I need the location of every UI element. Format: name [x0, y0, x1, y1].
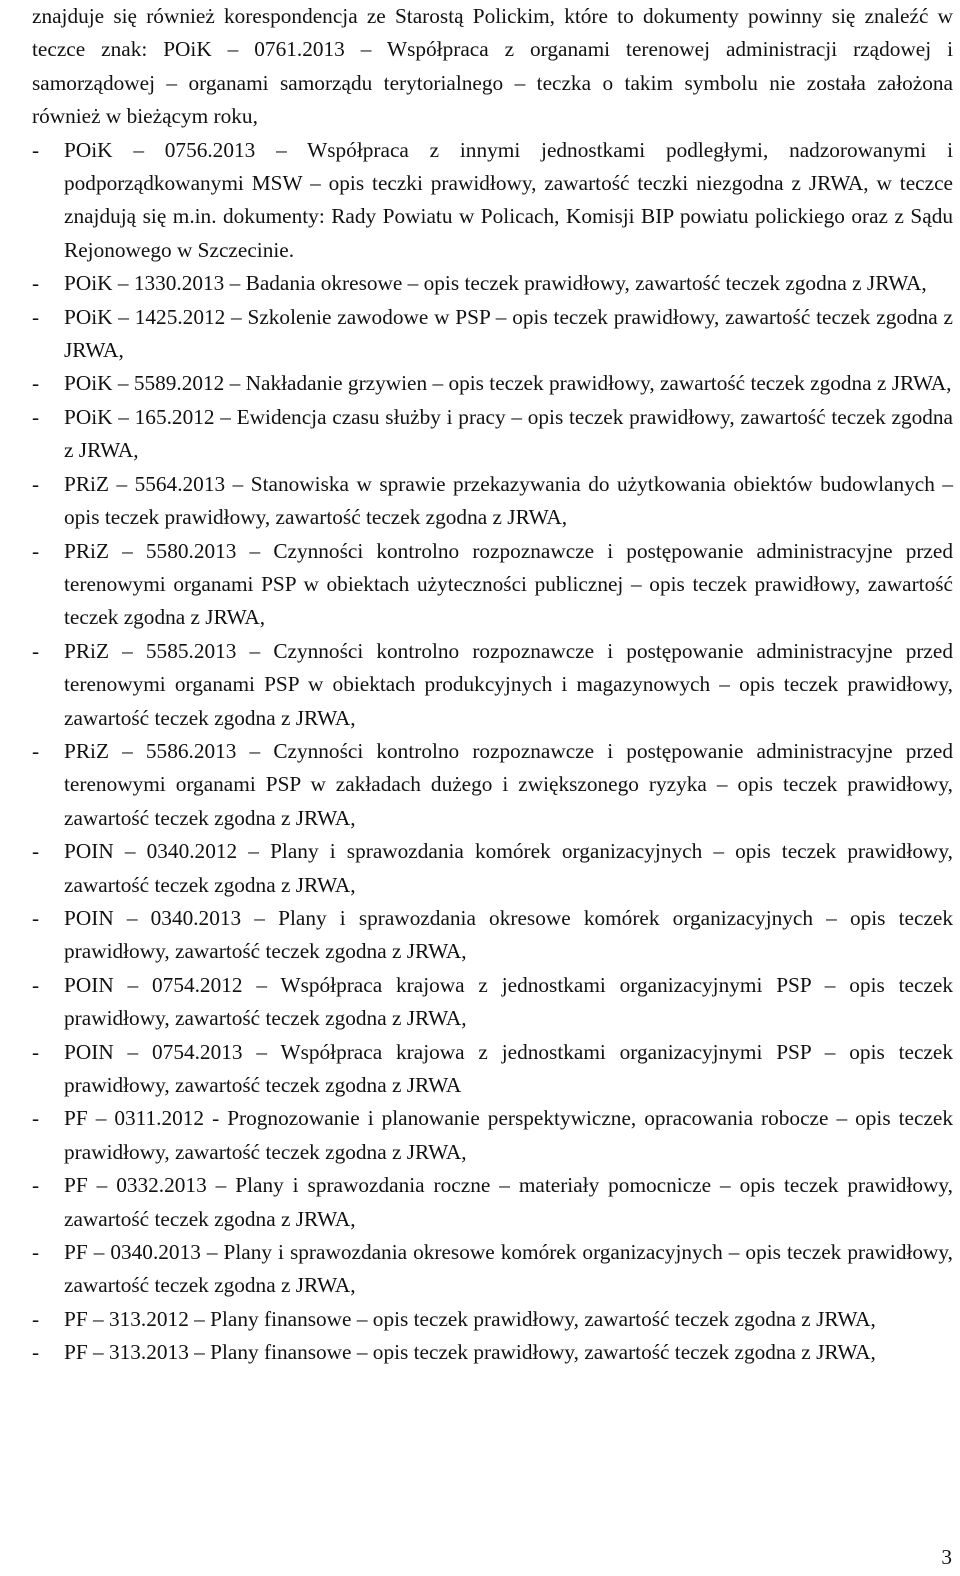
list-dash: - [32, 304, 40, 329]
file-list [32, 134, 953, 1370]
list-item-text: POIN – 0340.2012 – Plany i sprawozdania komórek organizacyjnych – opis teczek prawidłowy, zawartość teczek zgodna z JRWA, [64, 839, 953, 897]
list-dash: - [32, 1306, 40, 1331]
list-item [32, 301, 953, 368]
page-number: 3 [941, 1545, 952, 1569]
list-dash: - [32, 972, 40, 997]
list-item [32, 535, 953, 635]
list-dash: - [32, 905, 40, 930]
list-dash: - [32, 1340, 40, 1365]
list-dash: - [32, 1173, 40, 1198]
list-dash: - [32, 404, 40, 429]
list-dash: - [32, 371, 40, 396]
list-dash: - [32, 1240, 40, 1265]
list-dash: - [32, 1039, 40, 1064]
list-item [32, 902, 953, 969]
list-item-text: PRiZ – 5580.2013 – Czynności kontrolno rozpoznawcze i postępowanie administracyjne przed terenowymi organami PSP w obiektach użyteczności publicznej – opis teczek prawidłowy, zawartość teczek zgodna z JRWA, [64, 538, 953, 630]
list-dash: - [32, 738, 40, 763]
list-item [32, 1236, 953, 1303]
list-item-text: POiK – 1425.2012 – Szkolenie zawodowe w PSP – opis teczek prawidłowy, zawartość teczek zgodna z JRWA, [64, 304, 953, 363]
list-item-text: POiK – 0756.2013 – Współpraca z innymi jednostkami podległymi, nadzorowanymi i podporządkowanymi MSW – opis teczki prawidłowy, zawartość teczki niezgodna z JRWA, w teczce znajdują się m.in. dokumenty: Rady Powiatu w Policach, Komisji BIP powiatu polickiego oraz z Sądu Rejonowego w Szczecinie. [64, 137, 953, 262]
list-item-text: POIN – 0340.2013 – Plany i sprawozdania okresowe komórek organizacyjnych – opis teczek prawidłowy, zawartość teczek zgodna z JRWA, [64, 905, 953, 964]
list-item [32, 1303, 953, 1336]
list-item [32, 401, 953, 468]
list-dash: - [32, 137, 40, 162]
list-item-text: PRiZ – 5586.2013 – Czynności kontrolno rozpoznawcze i postępowanie administracyjne przed terenowymi organami PSP w zakładach dużego i zwiększonego ryzyka – opis teczek prawidłowy, zawartość teczek zgodna z JRWA, [64, 738, 953, 830]
list-item-text: POiK – 1330.2013 – Badania okresowe – opis teczek prawidłowy, zawartość teczek zgodna z JRWA, [64, 271, 927, 296]
list-item [32, 1169, 953, 1236]
list-item-text: POiK – 5589.2012 – Nakładanie grzywien – opis teczek prawidłowy, zawartość teczek zgodna z JRWA, [64, 371, 952, 396]
list-item-text: PF – 0311.2012 - Prognozowanie i planowanie perspektywiczne, opracowania robocze – opis teczek prawidłowy, zawartość teczek zgodna z JRWA, [64, 1106, 953, 1164]
list-item [32, 835, 953, 902]
intro-paragraph [32, 0, 953, 134]
list-item [32, 134, 953, 268]
list-item-text: PF – 313.2012 – Plany finansowe – opis teczek prawidłowy, zawartość teczek zgodna z JRWA, [64, 1306, 876, 1331]
list-item [32, 969, 953, 1036]
list-item-text: PF – 0332.2013 – Plany i sprawozdania roczne – materiały pomocnicze – opis teczek prawidłowy, zawartość teczek zgodna z JRWA, [64, 1173, 953, 1231]
list-dash: - [32, 1106, 40, 1131]
list-item [32, 468, 953, 535]
list-item-text: PRiZ – 5564.2013 – Stanowiska w sprawie przekazywania do użytkowania obiektów budowlanych – opis teczek prawidłowy, zawartość teczek zgodna z JRWA, [64, 471, 953, 530]
list-item [32, 367, 953, 400]
list-dash: - [32, 638, 40, 663]
list-item [32, 1036, 953, 1103]
list-item-text: PF – 313.2013 – Plany finansowe – opis teczek prawidłowy, zawartość teczek zgodna z JRWA, [64, 1340, 876, 1365]
intro-text: znajduje się również korespondencja ze Starostą Polickim, które to dokumenty powinny się znaleźć w teczce znak: POiK – 0761.2013 – Współpraca z organami terenowej administracji rządowej i samorządowej – organami samorządu terytorialnego – teczka o takim symbolu nie została założona również w bieżącym roku, [32, 4, 953, 129]
list-item [32, 1336, 953, 1369]
list-dash: - [32, 538, 40, 563]
list-item-text: POIN – 0754.2012 – Współpraca krajowa z jednostkami organizacyjnymi PSP – opis teczek prawidłowy, zawartość teczek zgodna z JRWA, [64, 972, 953, 1031]
list-dash: - [32, 471, 40, 496]
list-item-text: POIN – 0754.2013 – Współpraca krajowa z jednostkami organizacyjnymi PSP – opis teczek prawidłowy, zawartość teczek zgodna z JRWA [64, 1039, 953, 1097]
list-item [32, 635, 953, 735]
list-item-text: PRiZ – 5585.2013 – Czynności kontrolno rozpoznawcze i postępowanie administracyjne przed terenowymi organami PSP w obiektach produkcyjnych i magazynowych – opis teczek prawidłowy, zawartość teczek zgodna z JRWA, [64, 638, 953, 730]
document-page [32, 0, 953, 1370]
list-item-text: PF – 0340.2013 – Plany i sprawozdania okresowe komórek organizacyjnych – opis teczek prawidłowy, zawartość teczek zgodna z JRWA, [64, 1240, 953, 1298]
list-dash: - [32, 839, 40, 864]
list-item [32, 267, 953, 300]
list-item [32, 735, 953, 835]
list-item [32, 1102, 953, 1169]
list-item-text: POiK – 165.2012 – Ewidencja czasu służby i pracy – opis teczek prawidłowy, zawartość teczek zgodna z JRWA, [64, 404, 953, 463]
list-dash: - [32, 271, 40, 296]
